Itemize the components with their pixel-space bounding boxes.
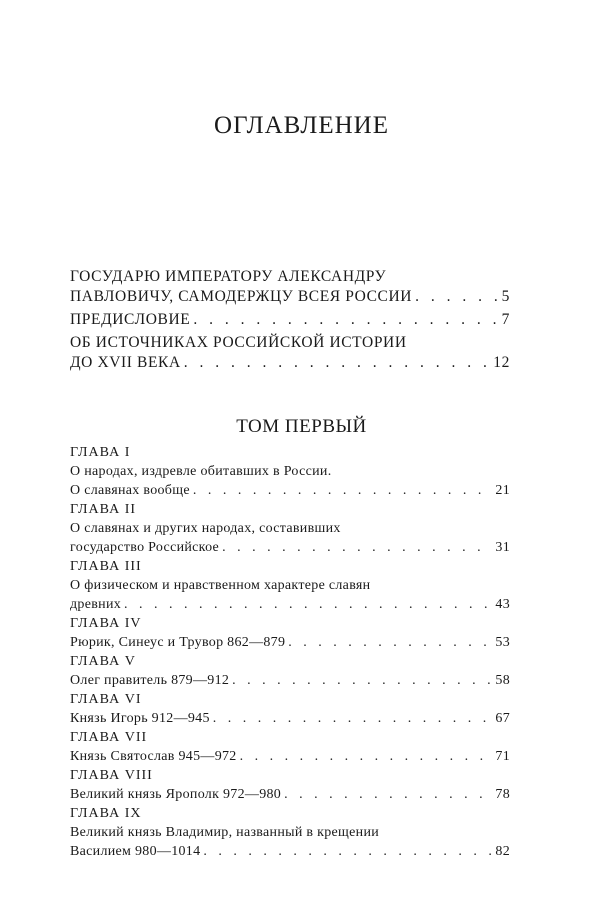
chapter-title: древних — [70, 597, 122, 612]
chapter-title-line: О славянах и других народах, составивших — [70, 521, 341, 536]
chapter-entry — [70, 804, 510, 861]
chapter-entry — [70, 690, 510, 728]
chapter-title: Рюрик, Синеус и Трувор 862—879 — [70, 635, 286, 650]
chapter-label: ГЛАВА I — [70, 445, 131, 460]
chapter-label: ГЛАВА IX — [70, 806, 142, 821]
front-entry-title: ПАВЛОВИЧУ, САМОДЕРЖЦУ ВСЕЯ РОССИИ — [70, 288, 413, 305]
page-number: 58 — [495, 673, 510, 688]
volume-title: ТОМ ПЕРВЫЙ — [236, 416, 367, 437]
chapter-entry — [70, 443, 510, 500]
chapter-title: Олег правитель 879—912 — [70, 673, 230, 688]
chapter-label: ГЛАВА VIII — [70, 768, 153, 783]
front-entry-line: ГОСУДАРЮ ИМПЕРАТОРУ АЛЕКСАНДРУ — [70, 268, 387, 285]
chapter-entry — [70, 766, 510, 804]
page-number: 21 — [495, 483, 510, 498]
chapter-entry — [70, 652, 510, 690]
dot-leader — [203, 842, 492, 861]
chapter-list — [70, 443, 510, 861]
chapter-title-line: О физическом и нравственном характере славян — [70, 578, 371, 593]
dot-leader — [184, 353, 491, 373]
dot-leader — [232, 671, 492, 690]
front-entry-title: ДО XVII ВЕКА — [70, 354, 181, 371]
chapter-label: ГЛАВА II — [70, 502, 137, 517]
dot-leader — [222, 538, 492, 557]
chapter-entry — [70, 614, 510, 652]
front-entry — [70, 267, 510, 307]
dot-leader — [240, 747, 493, 766]
page-number: 7 — [501, 311, 510, 328]
page-number: 78 — [495, 787, 510, 802]
chapter-title: Князь Святослав 945—972 — [70, 749, 237, 764]
front-matter-list — [70, 267, 510, 376]
chapter-title: О славянах вообще — [70, 483, 190, 498]
chapter-label: ГЛАВА VI — [70, 692, 142, 707]
dot-leader — [284, 785, 492, 804]
chapter-label: ГЛАВА V — [70, 654, 136, 669]
dot-leader — [415, 287, 499, 307]
chapter-entry — [70, 557, 510, 614]
dot-leader — [193, 310, 498, 330]
page-number: 12 — [493, 354, 510, 371]
chapter-label: ГЛАВА III — [70, 559, 142, 574]
page-number: 82 — [495, 844, 510, 859]
chapter-title: Василием 980—1014 — [70, 844, 201, 859]
chapter-title-line: Великий князь Владимир, названный в крещении — [70, 825, 380, 840]
page-number: 5 — [501, 288, 510, 305]
page-number: 71 — [495, 749, 510, 764]
chapter-title: Великий князь Ярополк 972—980 — [70, 787, 282, 802]
front-entry-title: ПРЕДИСЛОВИЕ — [70, 311, 191, 328]
page-title: ОГЛАВЛЕНИЕ — [214, 112, 389, 139]
chapter-title: Князь Игорь 912—945 — [70, 711, 210, 726]
dot-leader — [288, 633, 492, 652]
front-entry-line: ОБ ИСТОЧНИКАХ РОССИЙСКОЙ ИСТОРИИ — [70, 334, 407, 351]
page-number: 53 — [495, 635, 510, 650]
chapter-entry — [70, 500, 510, 557]
chapter-title: государство Российское — [70, 540, 220, 555]
page-number: 67 — [495, 711, 510, 726]
front-entry — [70, 310, 510, 330]
page-number: 43 — [495, 597, 510, 612]
dot-leader — [193, 481, 493, 500]
chapter-label: ГЛАВА VII — [70, 730, 148, 745]
chapter-entry — [70, 728, 510, 766]
chapter-title-line: О народах, издревле обитавших в России. — [70, 464, 332, 479]
front-entry — [70, 333, 510, 373]
dot-leader — [124, 595, 492, 614]
page-number: 31 — [495, 540, 510, 555]
chapter-label: ГЛАВА IV — [70, 616, 142, 631]
dot-leader — [213, 709, 493, 728]
